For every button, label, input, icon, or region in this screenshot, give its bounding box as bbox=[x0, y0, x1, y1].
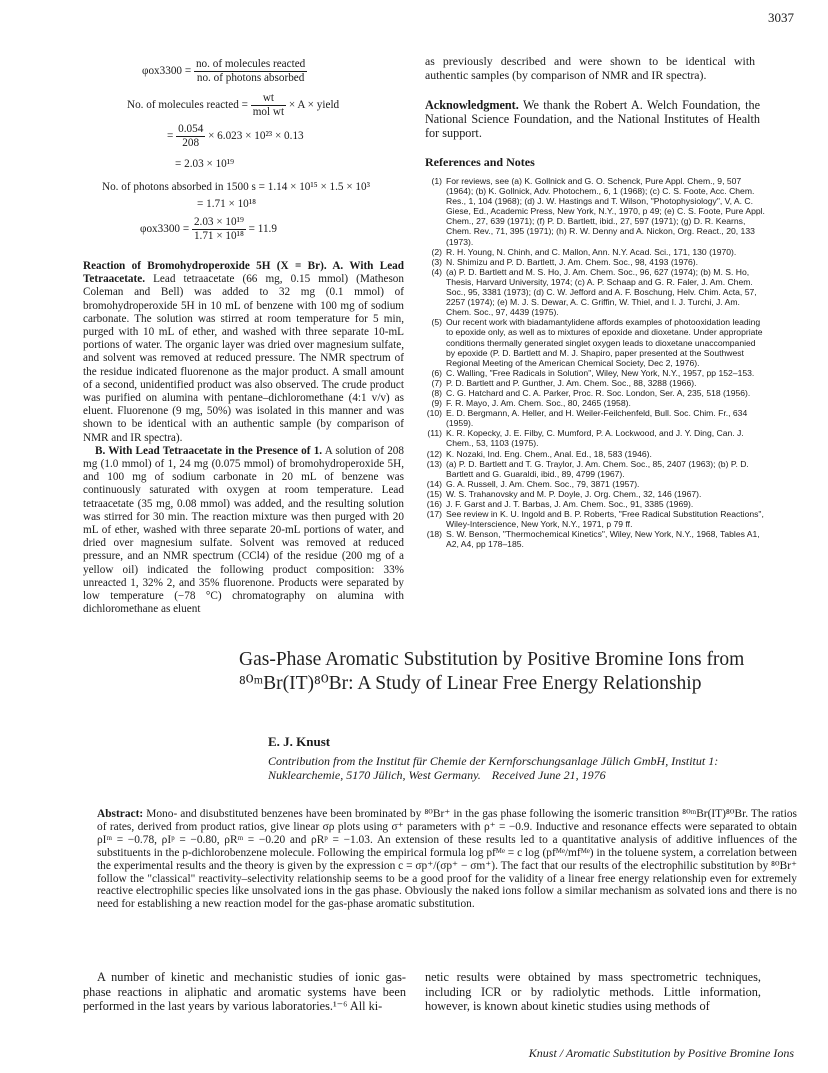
reference-text: F. R. Mayo, J. Am. Chem. Soc., 80, 2465 (1958). bbox=[446, 398, 631, 409]
reference-item bbox=[420, 267, 765, 317]
reference-number: (1) bbox=[431, 176, 442, 186]
reference-item bbox=[420, 398, 765, 408]
reference-text: (a) P. D. Bartlett and T. G. Traylor, J. Am. Chem. Soc., 85, 2407 (1963); (b) P. D. Bartlett and G. Guaraldi, ibid., 89, 4799 (1967). bbox=[446, 458, 749, 479]
reference-item bbox=[420, 247, 765, 257]
denominator: no. of photons absorbed bbox=[196, 72, 305, 84]
equation-rest: × 6.023 × 10²³ × 0.13 bbox=[208, 130, 304, 143]
reference-item bbox=[420, 529, 765, 549]
equation-label: No. of molecules reacted = bbox=[127, 99, 248, 112]
reference-text: K. R. Kopecky, J. E. Filby, C. Mumford, P. A. Lockwood, and J. Y. Ding, Can. J. Chem., 53, 1103 (1975). bbox=[446, 428, 744, 449]
reference-number: (7) bbox=[431, 377, 442, 388]
reference-text: C. G. Hatchard and C. A. Parker, Proc. R. Soc. London, Ser. A, 235, 518 (1956). bbox=[446, 387, 751, 398]
denominator: mol wt bbox=[252, 106, 285, 118]
reference-number: (6) bbox=[431, 367, 442, 378]
article-title: Gas-Phase Aromatic Substitution by Positive Bromine Ions from ⁸⁰ᵐBr(IT)⁸⁰Br: A Study of Linear Free Energy Relationship bbox=[239, 649, 745, 694]
reference-number: (13) bbox=[426, 458, 442, 469]
reference-text: See review in K. U. Ingold and B. P. Roberts, "Free Radical Substitution Reactions", Wiley-Interscience, New York, N.Y., 1971, p 79 ff. bbox=[446, 509, 764, 530]
equation-rest: × A × yield bbox=[288, 99, 340, 112]
equation-photons: No. of photons absorbed in 1500 s = 1.14 × 10¹⁵ × 1.5 × 10³ bbox=[102, 181, 370, 193]
equation-molecules bbox=[127, 92, 339, 119]
reference-item bbox=[420, 499, 765, 509]
experimental-section bbox=[83, 260, 404, 616]
numerator: 0.054 bbox=[178, 123, 204, 135]
reference-item bbox=[420, 176, 765, 247]
denominator: 1.71 × 10¹⁸ bbox=[193, 230, 244, 242]
reference-text: C. Walling, "Free Radicals in Solution", Wiley, New York, N.Y., 1957, pp 152–153. bbox=[446, 367, 755, 378]
procedure-b-heading: B. With Lead Tetraacetate in the Presence of 1. bbox=[95, 444, 323, 457]
equation-quantum-yield-result bbox=[140, 216, 277, 243]
procedure-a-text: Lead tetraacetate (66 mg, 0.15 mmol) (Matheson Coleman and Bell) was added to 32 mg (0.1 mmol) of bromohydroperoxide 5H in 10 mL of benzene with 100 mg of sodium carbonate. The solution was stirred at room temperature for 5 min, purged with 10 mL of ether, and washed with three separate 10-mL portions of water. The organic layer was dried over magnesium sulfate, and solvent was removed at reduced pressure. The NMR spectrum of the residue indicated fluorenone as the major product. A small amount of a second, unidentified product was also observed. The crude product was purified on alumina with pentane–dichloromethane (4:1 v/v) as eluent. Fluorenone (9 mg, 50%) was isolated in this manner and was shown to be identical with an authentic sample (by comparison of NMR and IR spectra). bbox=[83, 273, 404, 444]
reference-number: (14) bbox=[426, 478, 442, 489]
reference-number: (9) bbox=[431, 398, 442, 409]
reference-number: (15) bbox=[426, 488, 442, 499]
reference-text: G. A. Russell, J. Am. Chem. Soc., 79, 3871 (1957). bbox=[446, 478, 640, 489]
reference-text: For reviews, see (a) K. Gollnick and G. O. Schenck, Pure Appl. Chem., 9, 507 (1964); (b) K. Gollnick, Adv. Photochem., 6, 1 (1968); (c) C. S. Foote, Acc. Chem. Res., 1, 104 (1968); (d) J. W. Hastings and T. Wilson, "Photophysiology", V, A. C. Giese, Ed., Academic Press, New York, N.Y., 1970, p 49; (e) C. S. Foote, Pure Appl. Chem., 27, 639 (1971); (f) P. D. Bartlett, ibid., 27, 597 (1971); (g) D. R. Kearns, Chem. Rev., 71, 395 (1971); (h) R. W. Denny and A. Nickon, Org. React., 20, 133 (1973). bbox=[446, 176, 765, 247]
reference-text: W. S. Trahanovsky and M. P. Doyle, J. Org. Chem., 32, 146 (1967). bbox=[446, 488, 702, 499]
continuation-text: as previously described and were shown to be identical with authentic samples (by comparison of NMR and IR spectra). bbox=[425, 54, 755, 82]
page-number: 3037 bbox=[768, 10, 794, 25]
numerator: wt bbox=[251, 92, 286, 106]
reference-text: (a) P. D. Bartlett and M. S. Ho, J. Am. Chem. Soc., 96, 627 (1974); (b) M. S. Ho, Thesis, Harvard University, 1974; (c) A. P. Schaap and G. R. Faler, J. Am. Chem. Soc., 95, 3381 (1973); (d) C. W. Jefford and A. F. Boschung, Helv. Chim. Acta, 57, 2257 (1974); (e) M. J. S. Dewar, A. C. Griffin, W. Thiel, and I. J. Turchi, J. Am. Chem. Soc., 97, 4439 (1975). bbox=[446, 266, 757, 318]
reference-item bbox=[420, 317, 765, 367]
fraction bbox=[192, 216, 246, 243]
equation-photons-result: = 1.71 × 10¹⁸ bbox=[197, 198, 257, 210]
reference-item bbox=[420, 459, 765, 479]
reference-item bbox=[420, 257, 765, 267]
fraction bbox=[176, 123, 205, 150]
received-date: Received June 21, 1976 bbox=[491, 768, 606, 783]
reference-item bbox=[420, 368, 765, 378]
procedure-b bbox=[83, 445, 404, 617]
reference-text: Our recent work with biadamantylidene affords examples of photooxidation leading to epoxide only, as well as to mixtures of epoxide and dioxetane. Under appropriate conditions thermally generated singlet oxygen leads to dioxetane unaccompanied by epoxide (P. D. Bartlett and M. J. Shapiro, paper presented at the Southwest Regional Meeting of the American Chemical Society, Dec 2, 1976). bbox=[446, 317, 763, 368]
abstract-text: Mono- and disubstituted benzenes have been brominated by ⁸⁰Br⁺ in the gas phase following the isomeric transition ⁸⁰ᵐBr(IT)⁸⁰Br. The ratios of rates, derived from product ratios, give linear σρ plots using σ⁺ parameters with ρ⁺ = −0.9. Inductive and resonance effects were separated to obtain ρIᵐ = −0.78, ρIᵖ = −0.80, ρRᵐ = −0.20 and ρRᵖ = −1.03. An extension of these results led to a quantitative analysis of additive influences of the substituents in the p-dichlorobenzene molecule. Following the empirical formula log pfᴹᵉ = c log (pfᴹᵉ/mfᴹᵉ) in the toluene system, a correlation between the experimental results and the theory is given by the expression c = σp⁺/(σp⁺ − σm⁺). The fact that our results of the electrophilic substitution by ⁸⁰Br⁺ follow the "classical" reactivity–selectivity relationship seems to be a good proof for the validity of a linear free energy relationship even for extremely reactive electrophilic species like unsolvated ions in the gas phase. Obviously the naked ions follow a similar mechanism as solvated ions and there is no need for establishing a new reaction model for the gas-phase aromatic substitution. bbox=[97, 808, 797, 911]
reference-number: (3) bbox=[431, 256, 442, 267]
running-head: Knust / Aromatic Substitution by Positive Bromine Ions bbox=[528, 1046, 794, 1060]
reference-number: (5) bbox=[431, 317, 442, 328]
equation-step2: = 2.03 × 10¹⁹ bbox=[175, 158, 235, 170]
equation-quantum-yield bbox=[142, 58, 307, 85]
reference-text: R. H. Young, N. Chinh, and C. Mallon, Ann. N.Y. Acad. Sci., 171, 130 (1970). bbox=[446, 246, 737, 257]
abstract bbox=[97, 808, 797, 911]
reference-text: P. D. Bartlett and P. Gunther, J. Am. Chem. Soc., 88, 3288 (1966). bbox=[446, 377, 697, 388]
reference-number: (11) bbox=[427, 428, 442, 439]
reference-number: (2) bbox=[431, 246, 442, 257]
procedure-a bbox=[83, 260, 404, 445]
numerator: 2.03 × 10¹⁹ bbox=[193, 216, 244, 228]
reference-item bbox=[420, 509, 765, 529]
reference-number: (17) bbox=[426, 509, 442, 520]
reference-text: K. Nozaki, Ind. Eng. Chem., Anal. Ed., 18, 583 (1946). bbox=[446, 448, 652, 459]
intro-right: netic results were obtained by mass spectrometric techniques, including ICR or by radiolytic methods. Little information, however, is known about kinetic studies using methods of bbox=[425, 970, 761, 1014]
reference-item bbox=[420, 449, 765, 459]
reference-number: (10) bbox=[426, 408, 442, 419]
affiliation-text: Contribution from the Institut für Chemie der Kernforschungsanlage Jülich GmbH, Institut 1: Nuklearchemie, 5170 Jülich, West Germany. bbox=[268, 754, 719, 783]
procedure-b-text: A solution of 208 mg (1.0 mmol) of 1, 24 mg (0.075 mmol) of bromohydroperoxide 5H, and 100 mg of sodium carbonate in 20 mL of benzene was continuously saturated with oxygen at room temperature. Lead tetraacetate (35 mg, 0.08 mmol) was added, and the resulting solution was stirred for 30 min. The reaction mixture was then purged with 20 mL of ether, washed with three separate 20-mL portions of water, and dried over magnesium sulfate. Solvent was removed at reduced pressure, and an NMR spectrum (CCl4) of the residue (200 mg of a yellow oil) indicated the following product composition: 33% unreacted 1, 32% 2, and 35% fluorenone. Products were separated by low temperature (−78 °C) chromatography on alumina with dichloromethane as eluent bbox=[83, 444, 404, 616]
fraction bbox=[194, 58, 307, 85]
intro-left: A number of kinetic and mechanistic studies of ionic gas-phase reactions in aliphatic and aromatic systems have been performed in the last years by various laboratories.¹⁻⁶ All ki- bbox=[83, 970, 406, 1014]
equation-label: φox3300 = bbox=[142, 65, 192, 78]
numerator: no. of molecules reacted bbox=[195, 58, 306, 70]
reference-item bbox=[420, 388, 765, 398]
reference-item bbox=[420, 489, 765, 499]
reference-item bbox=[420, 479, 765, 489]
equation-label: φox3300 = bbox=[140, 223, 190, 236]
reference-item bbox=[420, 408, 765, 428]
references-list bbox=[420, 176, 765, 549]
reference-text: N. Shimizu and P. D. Bartlett, J. Am. Chem. Soc., 98, 4193 (1976). bbox=[446, 256, 699, 267]
reference-number: (8) bbox=[431, 387, 442, 398]
reference-item bbox=[420, 428, 765, 448]
references-heading: References and Notes bbox=[425, 155, 535, 169]
reference-text: E. D. Bergmann, A. Heller, and H. Weiler-Feilchenfeld, Bull. Soc. Chim. Fr., 634 (1959). bbox=[446, 408, 748, 429]
reference-number: (12) bbox=[426, 448, 442, 459]
reference-text: J. F. Garst and J. T. Barbas, J. Am. Chem. Soc., 91, 3385 (1969). bbox=[446, 499, 694, 509]
procedure-a-heading: Reaction of Bromohydroperoxide 5H (X = Br). A. With Lead Tetraacetate. bbox=[83, 260, 404, 286]
acknowledgment-heading: Acknowledgment. bbox=[425, 98, 519, 112]
acknowledgment bbox=[425, 98, 760, 140]
acknowledgment-text: We thank the Robert A. Welch Foundation, the National Science Foundation, and the National Institutes of Health for support. bbox=[425, 98, 760, 140]
reference-text: S. W. Benson, "Thermochemical Kinetics", Wiley, New York, N.Y., 1968, Tables A1, A2, A4, pp 178–185. bbox=[446, 529, 760, 550]
reference-number: (4) bbox=[431, 266, 442, 277]
reference-number: (18) bbox=[426, 529, 442, 540]
equation-step1: = $\frac{0.054}{208}$ × 6.023 × 10²³ × 0.13 bbox=[167, 123, 304, 149]
author: E. J. Knust bbox=[268, 734, 331, 749]
reference-number: (16) bbox=[426, 499, 442, 509]
denominator: 208 bbox=[182, 137, 200, 149]
abstract-label: Abstract: bbox=[97, 808, 144, 820]
affiliation bbox=[268, 754, 788, 782]
reference-item bbox=[420, 378, 765, 388]
equation-rest: = 11.9 bbox=[248, 223, 277, 236]
fraction bbox=[251, 92, 286, 119]
